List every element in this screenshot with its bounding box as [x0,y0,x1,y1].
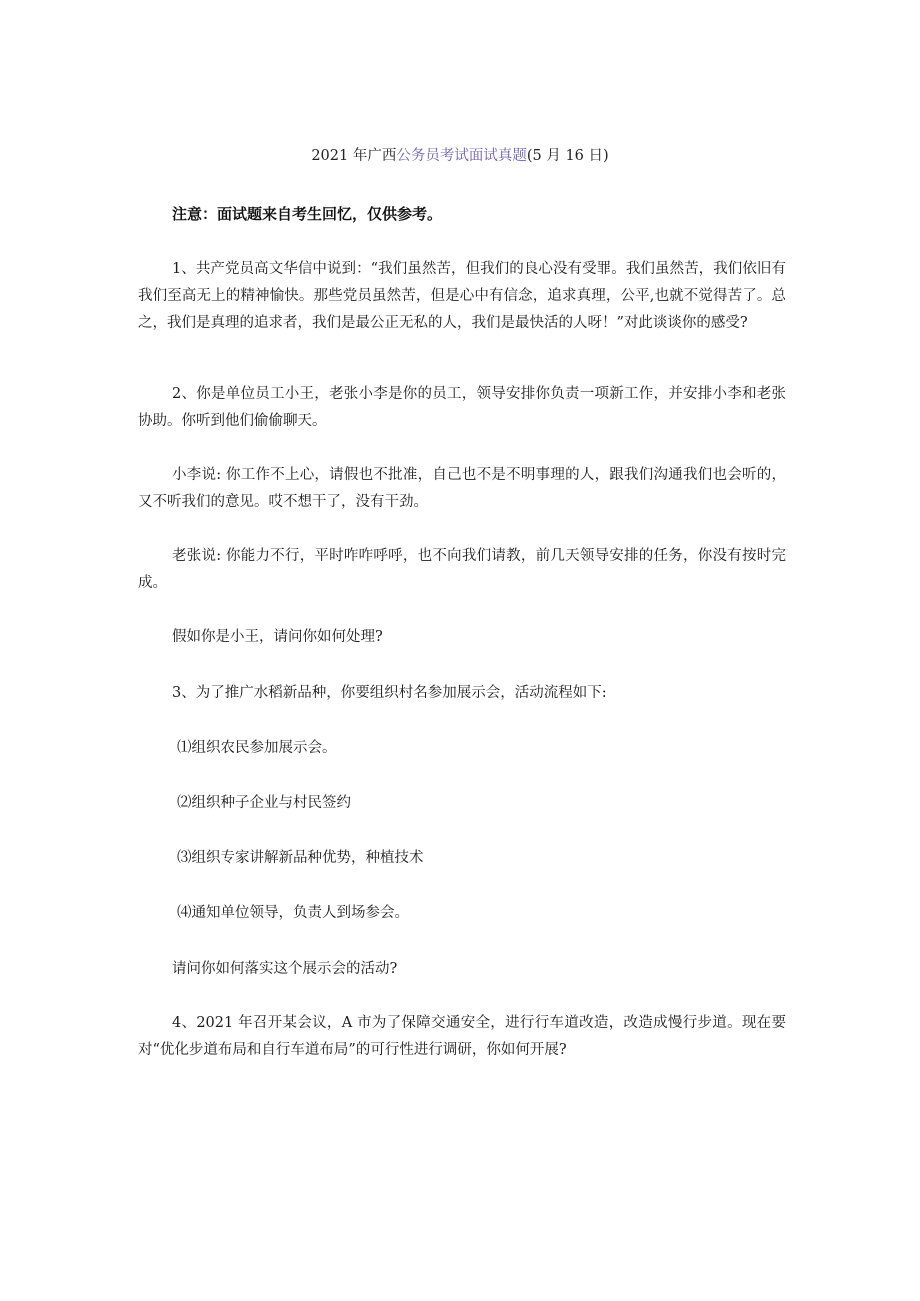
title-suffix: (5 月 16 日) [526,148,609,164]
question-2-prompt: 假如你是小王，请问你如何处理? [172,629,383,645]
question-2-xiaoli: 小李说: 你工作不上心，请假也不批准，自己也不是不明事理的人，跟我们沟通我们也会听的，又不听我们的意见。哎不想干了，没有干劲。 [138,467,786,510]
question-2-laozhang: 老张说: 你能力不行，平时咋咋呼呼，也不向我们请教，前几天领导安排的任务，你没有按时完成。 [138,548,786,591]
title-link[interactable]: 公务员考试面试真题 [396,148,527,164]
question-2: 2、你是单位员工小王，老张小李是你的员工，领导安排你负责一项新工作，并安排小李和老张协助。你听到他们偷偷聊天。 [138,386,786,429]
question-3: 3、为了推广水稻新品种，你要组织村名参加展示会，活动流程如下: [172,685,607,701]
title-prefix: 2021 年广西 [311,148,397,164]
question-3-step: ⑶组织专家讲解新品种优势，种植技术 [177,850,424,866]
notice-text: 注意：面试题来自考生回忆，仅供参考。 [172,205,443,223]
question-3-step: ⑴组织农民参加展示会。 [177,740,337,756]
document-title [0,146,920,166]
question-4: 4、2021 年召开某会议，A 市为了保障交通安全，进行行车道改造，改造成慢行步道。现在要对“优化步道布局和自行车道布局”的可行性进行调研，你如何开展? [138,1015,786,1058]
question-3-step: ⑵组织种子企业与村民签约 [177,795,351,811]
question-3-prompt: 请问你如何落实这个展示会的活动? [172,961,398,977]
question-3-step: ⑷通知单位领导，负责人到场参会。 [177,905,409,921]
question-1: 1、共产党员高文华信中说到：“我们虽然苦，但我们的良心没有受罪。我们虽然苦，我们依旧有我们至高无上的精神愉快。那些党员虽然苦，但是心中有信念，追求真理，公平,也就不觉得苦了。总之，我们是真理的追求者，我们是最公正无私的人，我们是最快活的人呀！”对此谈谈你的感受? [138,261,786,331]
